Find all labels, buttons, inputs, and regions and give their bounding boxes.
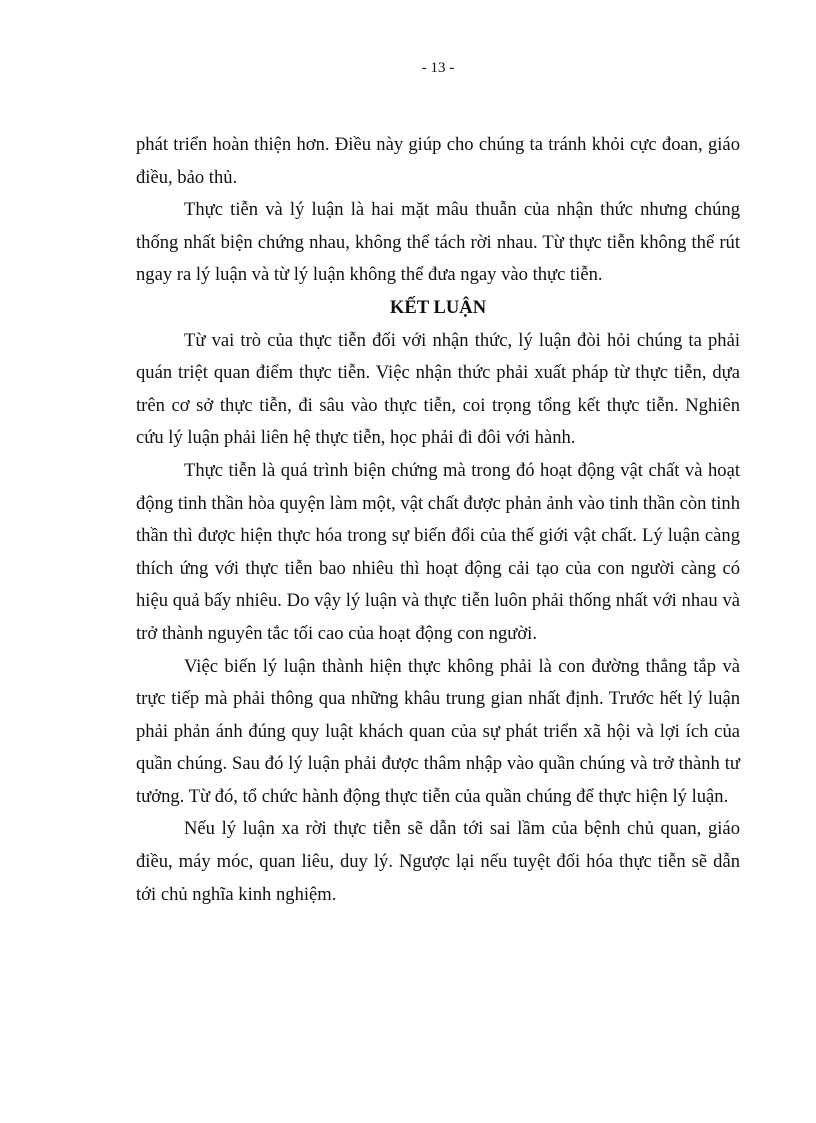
paragraph-conclusion-3: Việc biến lý luận thành hiện thực không phải là con đường thẳng tắp và trực tiếp mà phải thông qua những khâu trung gian nhất định. Trước hết lý luận phải phản ánh đúng quy luật khách quan của sự phát triển xã hội và lợi ích của quần chúng. Sau đó lý luận phải được thâm nhập vào quần chúng và trở thành tư tưởng. Từ đó, tổ chức hành động thực tiễn của quần chúng để thực hiện lý luận. — [136, 655, 740, 807]
document-body — [136, 129, 740, 911]
section-heading-conclusion: KẾT LUẬN — [389, 296, 487, 318]
paragraph-conclusion-4: Nếu lý luận xa rời thực tiễn sẽ dẫn tới sai lầm của bệnh chủ quan, giáo điều, máy móc, quan liêu, duy lý. Ngược lại nếu tuyệt đối hóa thực tiễn sẽ dẫn tới chủ nghĩa kinh nghiệm. — [136, 818, 740, 905]
paragraph-conclusion-1: Từ vai trò của thực tiễn đối với nhận thức, lý luận đòi hỏi chúng ta phải quán triệt quan điểm thực tiễn. Việc nhận thức phải xuất pháp từ thực tiễn, dựa trên cơ sở thực tiễn, đi sâu vào thực tiễn, coi trọng tổng kết thực tiễn. Nghiên cứu lý luận phải liên hệ thực tiễn, học phải đi đôi với hành. — [136, 329, 740, 449]
paragraph-continuation: phát triển hoàn thiện hơn. Điều này giúp cho chúng ta tránh khỏi cực đoan, giáo điều, bảo thủ. — [136, 134, 740, 188]
paragraph-theory-practice-contradiction: Thực tiễn và lý luận là hai mặt mâu thuẫn của nhận thức nhưng chúng thống nhất biện chứng nhau, không thể tách rời nhau. Từ thực tiễn không thể rút ngay ra lý luận và từ lý luận không thể đưa ngay vào thực tiễn. — [136, 199, 740, 286]
page-number: - 13 - — [421, 60, 455, 76]
paragraph-conclusion-2: Thực tiễn là quá trình biện chứng mà trong đó hoạt động vật chất và hoạt động tinh thần hòa quyện làm một, vật chất được phản ảnh vào tinh thần còn tinh thần thì được hiện thực hóa trong sự biến đổi của thế giới vật chất. Lý luận càng thích ứng với thực tiễn bao nhiêu thì hoạt động cải tạo của con người càng có hiệu quả bấy nhiêu. Do vậy lý luận và thực tiễn luôn phải thống nhất với nhau và trở thành nguyên tắc tối cao của hoạt động con người. — [136, 459, 740, 644]
